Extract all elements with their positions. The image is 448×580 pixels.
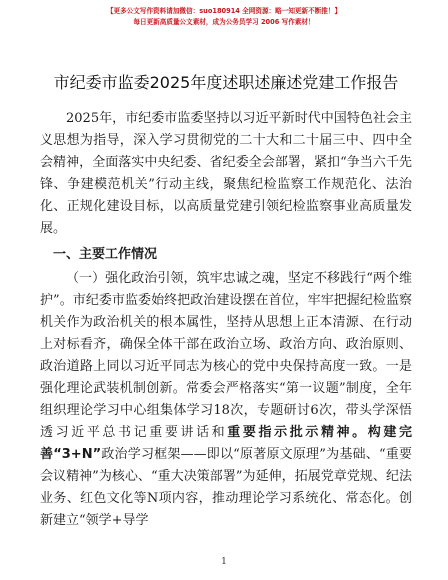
document-title: 市纪委市监委2025年度述职述廉述党建工作报告 bbox=[53, 73, 399, 92]
political-guidance-paragraph bbox=[40, 268, 412, 532]
promo-banner-line-2: 每日更新高质量公文素材，成为公务员学习 2006 写作素材！ bbox=[133, 18, 315, 26]
page-number: 1 bbox=[221, 557, 227, 567]
document-page bbox=[40, 72, 412, 532]
intro-paragraph: 2025年，市纪委市监委坚持以习近平新时代中国特色社会主义思想为指导，深入学习贯彻党的二十大和二十届三中、四中全会精神，全面落实中央纪委、省纪委全会部署，紧扣“争当六千先锋、争建模范机关”行动主线，聚焦纪检监察工作规范化、法治化、正规化建设目标，以高质量党建引领纪检监察事业高质量发展。 bbox=[40, 111, 412, 236]
section-heading-main-work: 一、主要工作情况 bbox=[53, 247, 158, 262]
document-body bbox=[40, 108, 412, 532]
paragraph-text-continued: 政治学习框架——即以“原著原文原理”为基础、“重要会议精神”为核心、“重大决策部署”为延伸，拓展党章党规、纪法业务、红色文化等N项内容，推动理论学习系统化、常态化。创新建立“领学+导学 bbox=[40, 447, 412, 528]
paragraph-text: （一）强化政治引领，筑牢忠诚之魂，坚定不移践行“两个维护”。市纪委市监委始终把政治建设摆在首位，牢牢把握纪检监察机关作为政治机关的根本属性，坚持从思想上正本清源、在行动上对标看齐，确保全体干部在政治立场、政治方向、政治原则、政治道路上同以习近平同志为核心的党中央保持高度一致。一是强化理论武装机制创新。常委会严格落实“第一议题”制度，全年组织理论学习中心组集体学习18次，专题研讨6次，带头学深悟透习近平总书记重要讲话和 bbox=[40, 271, 412, 440]
promo-banner bbox=[0, 6, 448, 28]
emphasized-text: 重要指示批示精神。构建完善“3+N” bbox=[40, 425, 412, 462]
promo-banner-line-1: 【更多公文写作资料请加微信：suo180914 全网资源：略一知更新不断推！】 bbox=[106, 7, 342, 15]
